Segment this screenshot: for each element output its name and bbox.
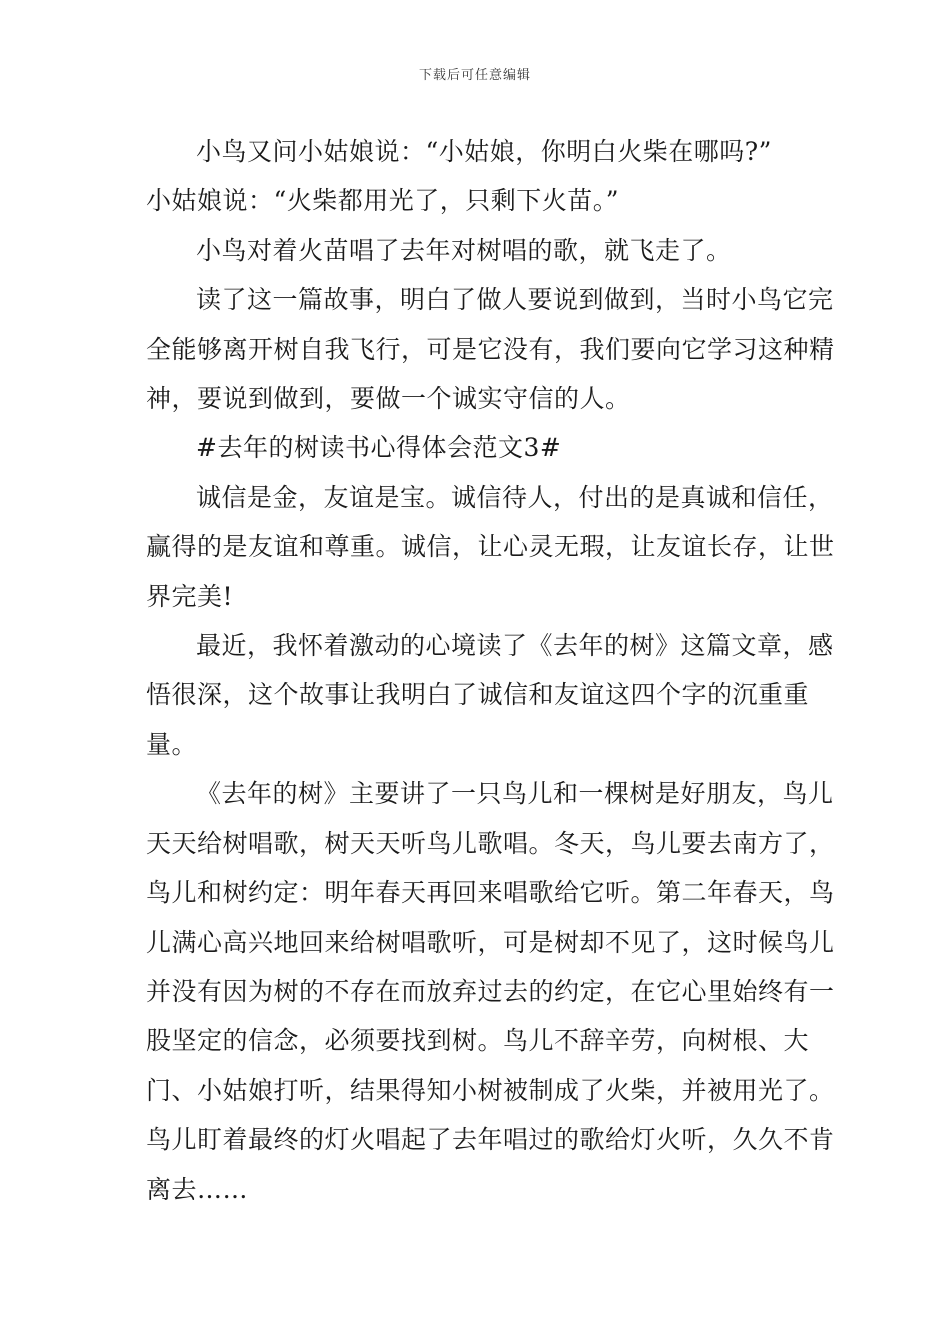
- paragraph: 小姑娘说：“火柴都用光了，只剩下火苗。”: [146, 186, 620, 216]
- paragraph: 读了这一篇故事，明白了做人要说到做到，当时小鸟它完全能够离开树自我飞行，可是它没有，我们要向它学习这种精神，要说到做到，要做一个诚实守信的人。: [146, 285, 835, 414]
- paragraph: 诚信是金，友谊是宝。诚信待人，付出的是真诚和信任，赢得的是友谊和尊重。诚信，让心灵无瑕，让友谊长存，让世界完美!: [146, 482, 835, 611]
- paragraph: 小鸟对着火苗唱了去年对树唱的歌，就飞走了。: [196, 235, 732, 265]
- header-note: 下载后可任意编辑: [418, 68, 531, 83]
- document-body: [146, 127, 836, 1214]
- paragraph: 《去年的树》主要讲了一只鸟儿和一棵树是好朋友，鸟儿天天给树唱歌，树天天听鸟儿歌唱。冬天，鸟儿要去南方了，鸟儿和树约定：明年春天再回来唱歌给它听。第二年春天，鸟儿满心高兴地回来给树唱歌听，可是树却不见了，这时候鸟儿并没有因为树的不存在而放弃过去的约定，在它心里始终有一股坚定的信念，必须要找到树。鸟儿不辞辛劳，向树根、大门、小姑娘打听，结果得知小树被制成了火柴，并被用光了。鸟儿盯着最终的灯火唱起了去年唱过的歌给灯火听，久久不肯离去……: [146, 779, 835, 1204]
- section-heading: #去年的树读书心得体会范文3#: [196, 433, 562, 463]
- paragraph: 最近，我怀着激动的心境读了《去年的树》这篇文章，感悟很深，这个故事让我明白了诚信和友谊这四个字的沉重重量。: [146, 631, 834, 759]
- paragraph: 小鸟又问小姑娘说：“小姑娘，你明白火柴在哪吗?”: [196, 137, 772, 166]
